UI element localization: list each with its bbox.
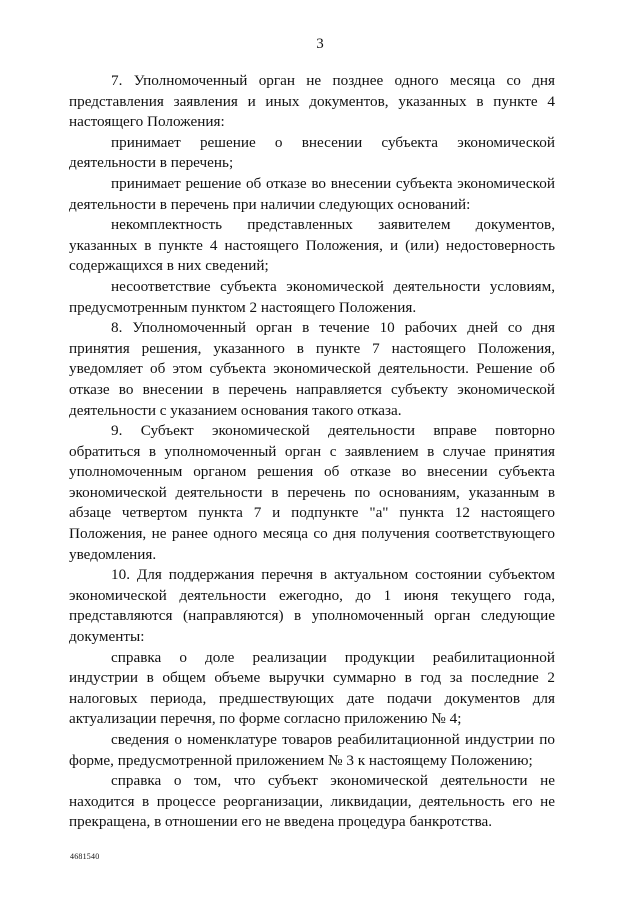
paragraph-7-decision-include: принимает решение о внесении субъекта экономической деятельности в перечень; <box>69 133 555 172</box>
paragraph-7-decision-refuse: принимает решение об отказе во внесении субъекта экономической деятельности в перечень при наличии следующих оснований: <box>69 174 555 213</box>
document-code: 4681540 <box>70 852 100 861</box>
paragraph-10: 10. Для поддержания перечня в актуальном состоянии субъектом экономической деятельности ежегодно, до 1 июня текущего года, представляются (направляются) в уполномоченный орган следующие документы: <box>69 566 555 646</box>
paragraph-7-ground-incomplete: некомплектность представленных заявителем документов, указанных в пункте 4 настоящего Положения, и (или) недостоверность содержащихся в них сведений; <box>69 216 555 275</box>
paragraph-9: 9. Субъект экономической деятельности вправе повторно обратиться в уполномоченный орган с заявлением в случае принятия уполномоченным органом решения об отказе во внесении субъекта экономической деятельности в перечень по основаниям, указанным в абзаце четвертом пункта 7 и подпункте "а" пункта 12 настоящего Положения, не ранее одного месяца со дня получения соответствующего уведомления. <box>69 422 555 563</box>
paragraph-8: 8. Уполномоченный орган в течение 10 рабочих дней со дня принятия решения, указанного в пункте 7 настоящего Положения, уведомляет об этом субъекта экономической деятельности. Решение об отказе во внесении в перечень направляется субъекту экономической деятельности с указанием основания такого отказа. <box>69 319 555 419</box>
paragraph-7-ground-mismatch: несоответствие субъекта экономической деятельности условиям, предусмотренным пунктом 2 настоящего Положения. <box>69 277 555 316</box>
paragraph-10-revenue-certificate: справка о доле реализации продукции реабилитационной индустрии в общем объеме выручки суммарно в год за последние 2 налоговых периода, предшествующих дате подачи документов для актуализации перечня, по форме согласно приложению № 4; <box>69 648 555 728</box>
paragraph-7: 7. Уполномоченный орган не позднее одного месяца со дня представления заявления и иных документов, указанных в пункте 4 настоящего Положения: <box>69 72 555 131</box>
page-number: 3 <box>316 36 324 52</box>
paragraph-10-status-certificate: справка о том, что субъект экономической деятельности не находится в процессе реорганизации, ликвидации, деятельность его не прекращена, в отношении его не введена процедура банкротства. <box>69 772 555 831</box>
document-body <box>69 71 555 833</box>
paragraph-10-goods-info: сведения о номенклатуре товаров реабилитационной индустрии по форме, предусмотренной приложением № 3 к настоящему Положению; <box>69 731 555 769</box>
